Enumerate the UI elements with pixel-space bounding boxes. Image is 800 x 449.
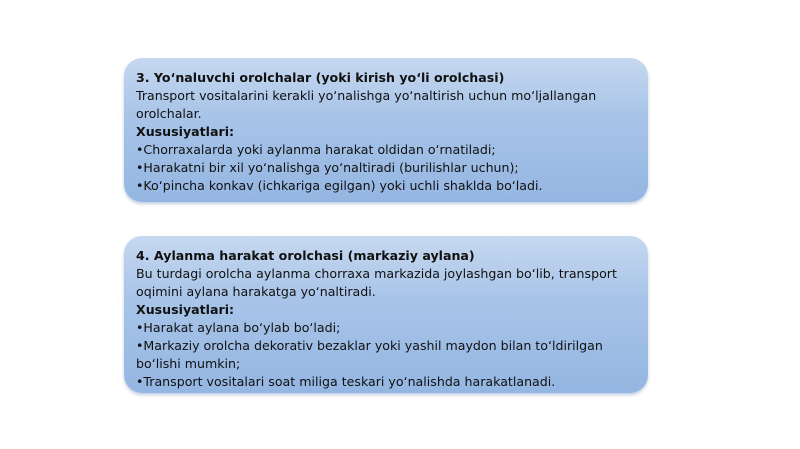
section-4-description: Bu turdagi orolcha aylanma chorraxa markazida joylashgan bo‘lib, transport oqimini aylana harakatga yo‘naltiradi.	[136, 266, 617, 299]
section-3-title: 3. Yo‘naluvchi orolchalar (yoki kirish yo‘li orolchasi)	[136, 70, 505, 85]
section-4-feature-item: •Transport vositalari soat miliga teskari yo‘nalishda harakatlanadi.	[136, 374, 556, 389]
section-4-title: 4. Aylanma harakat orolchasi (markaziy aylana)	[136, 248, 475, 263]
section-3-description: Transport vositalarini kerakli yo‘nalishga yo‘naltirish uchun mo‘ljallangan orolchalar.	[136, 88, 597, 121]
section-3-feature-item: •Ko‘pincha konkav (ichkariga egilgan) yoki uchli shaklda bo‘ladi.	[136, 178, 543, 193]
section-4-feature-item: •Harakat aylana bo‘ylab bo‘ladi;	[136, 320, 341, 335]
section-3-feature-item: •Chorraxalarda yoki aylanma harakat oldidan o‘rnatiladi;	[136, 142, 496, 157]
section-4-features-heading: Xususiyatlari:	[136, 302, 235, 317]
section-3-feature-item: •Harakatni bir xil yo‘nalishga yo‘naltiradi (burilishlar uchun);	[136, 160, 519, 175]
section-4-feature-item: •Markaziy orolcha dekorativ bezaklar yoki yashil maydon bilan to‘ldirilgan bo‘lishi mumkin;	[136, 338, 603, 371]
section-3-card	[124, 58, 648, 202]
section-3-features-heading: Xususiyatlari:	[136, 124, 235, 139]
section-4-card	[124, 236, 648, 393]
